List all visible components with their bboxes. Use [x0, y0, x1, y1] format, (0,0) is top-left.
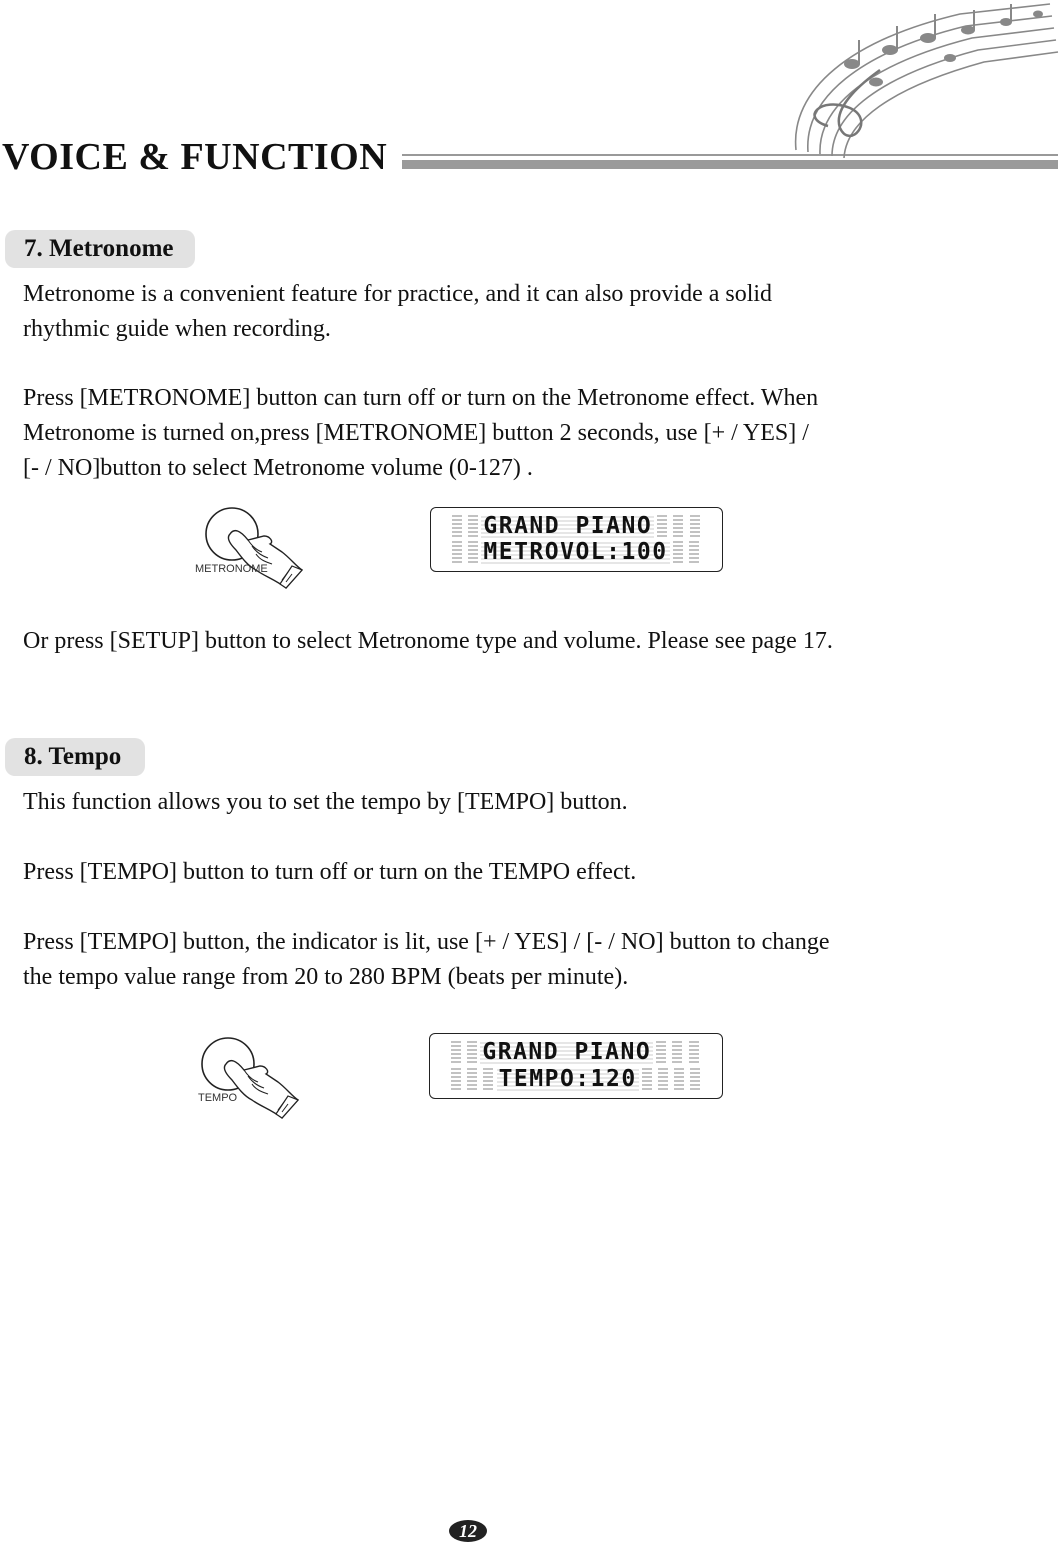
text-line: Press [METRONOME] button can turn off or turn on the Metronome effect. When [23, 385, 819, 411]
text-line: Press [TEMPO] button, the indicator is lit, use [+ / YES] / [- / NO] button to change [23, 929, 830, 955]
metronome-button-figure [190, 500, 310, 592]
tempo-instructions-paragraph [23, 925, 923, 995]
lcd-line-1 [449, 514, 703, 540]
text-line: rhythmic guide when recording. [23, 316, 331, 342]
text-line: Metronome is turned on,press [METRONOME] button 2 seconds, use [+ / YES] / [23, 420, 809, 446]
text-line: the tempo value range from 20 to 280 BPM (beats per minute). [23, 964, 629, 990]
metronome-button-label: METRONOME [195, 563, 268, 575]
section-heading-tempo: 8. Tempo [5, 738, 145, 776]
metronome-intro-paragraph [23, 277, 923, 347]
music-notes-decoration [780, 0, 1060, 160]
text-line: Metronome is a convenient feature for practice, and it can also provide a solid [23, 281, 773, 307]
lcd-display-metronome [430, 507, 723, 572]
tempo-intro-paragraph [23, 785, 923, 820]
text-line: [- / NO]button to select Metronome volume (0-127) . [23, 455, 533, 481]
lcd-text: METROVOL:100 [483, 539, 668, 565]
tempo-button-figure [186, 1030, 306, 1126]
page-title: VOICE & FUNCTION [2, 136, 388, 178]
lcd-line-1 [448, 1040, 702, 1066]
hand-pressing-button-icon [190, 500, 310, 592]
lcd-line-2 [449, 540, 702, 566]
page-number [448, 1518, 488, 1544]
lcd-text: GRAND PIANO [482, 1039, 652, 1065]
metronome-instructions-paragraph [23, 381, 923, 486]
page-number-text: 12 [459, 1521, 477, 1541]
lcd-display-tempo [429, 1033, 723, 1099]
tempo-button-label: TEMPO [198, 1092, 238, 1104]
hand-pressing-button-icon [186, 1030, 306, 1126]
text-line: Press [TEMPO] button to turn off or turn on the TEMPO effect. [23, 859, 637, 885]
text-line: This function allows you to set the tempo by [TEMPO] button. [23, 789, 628, 815]
lcd-line-2 [448, 1067, 703, 1093]
lcd-text: TEMPO:120 [498, 1066, 637, 1092]
metronome-footnote: Or press [SETUP] button to select Metronome type and volume. Please see page 17. [23, 628, 833, 654]
tempo-toggle-paragraph [23, 855, 923, 890]
section-heading-metronome: 7. Metronome [5, 230, 195, 268]
lcd-text: GRAND PIANO [483, 513, 653, 539]
